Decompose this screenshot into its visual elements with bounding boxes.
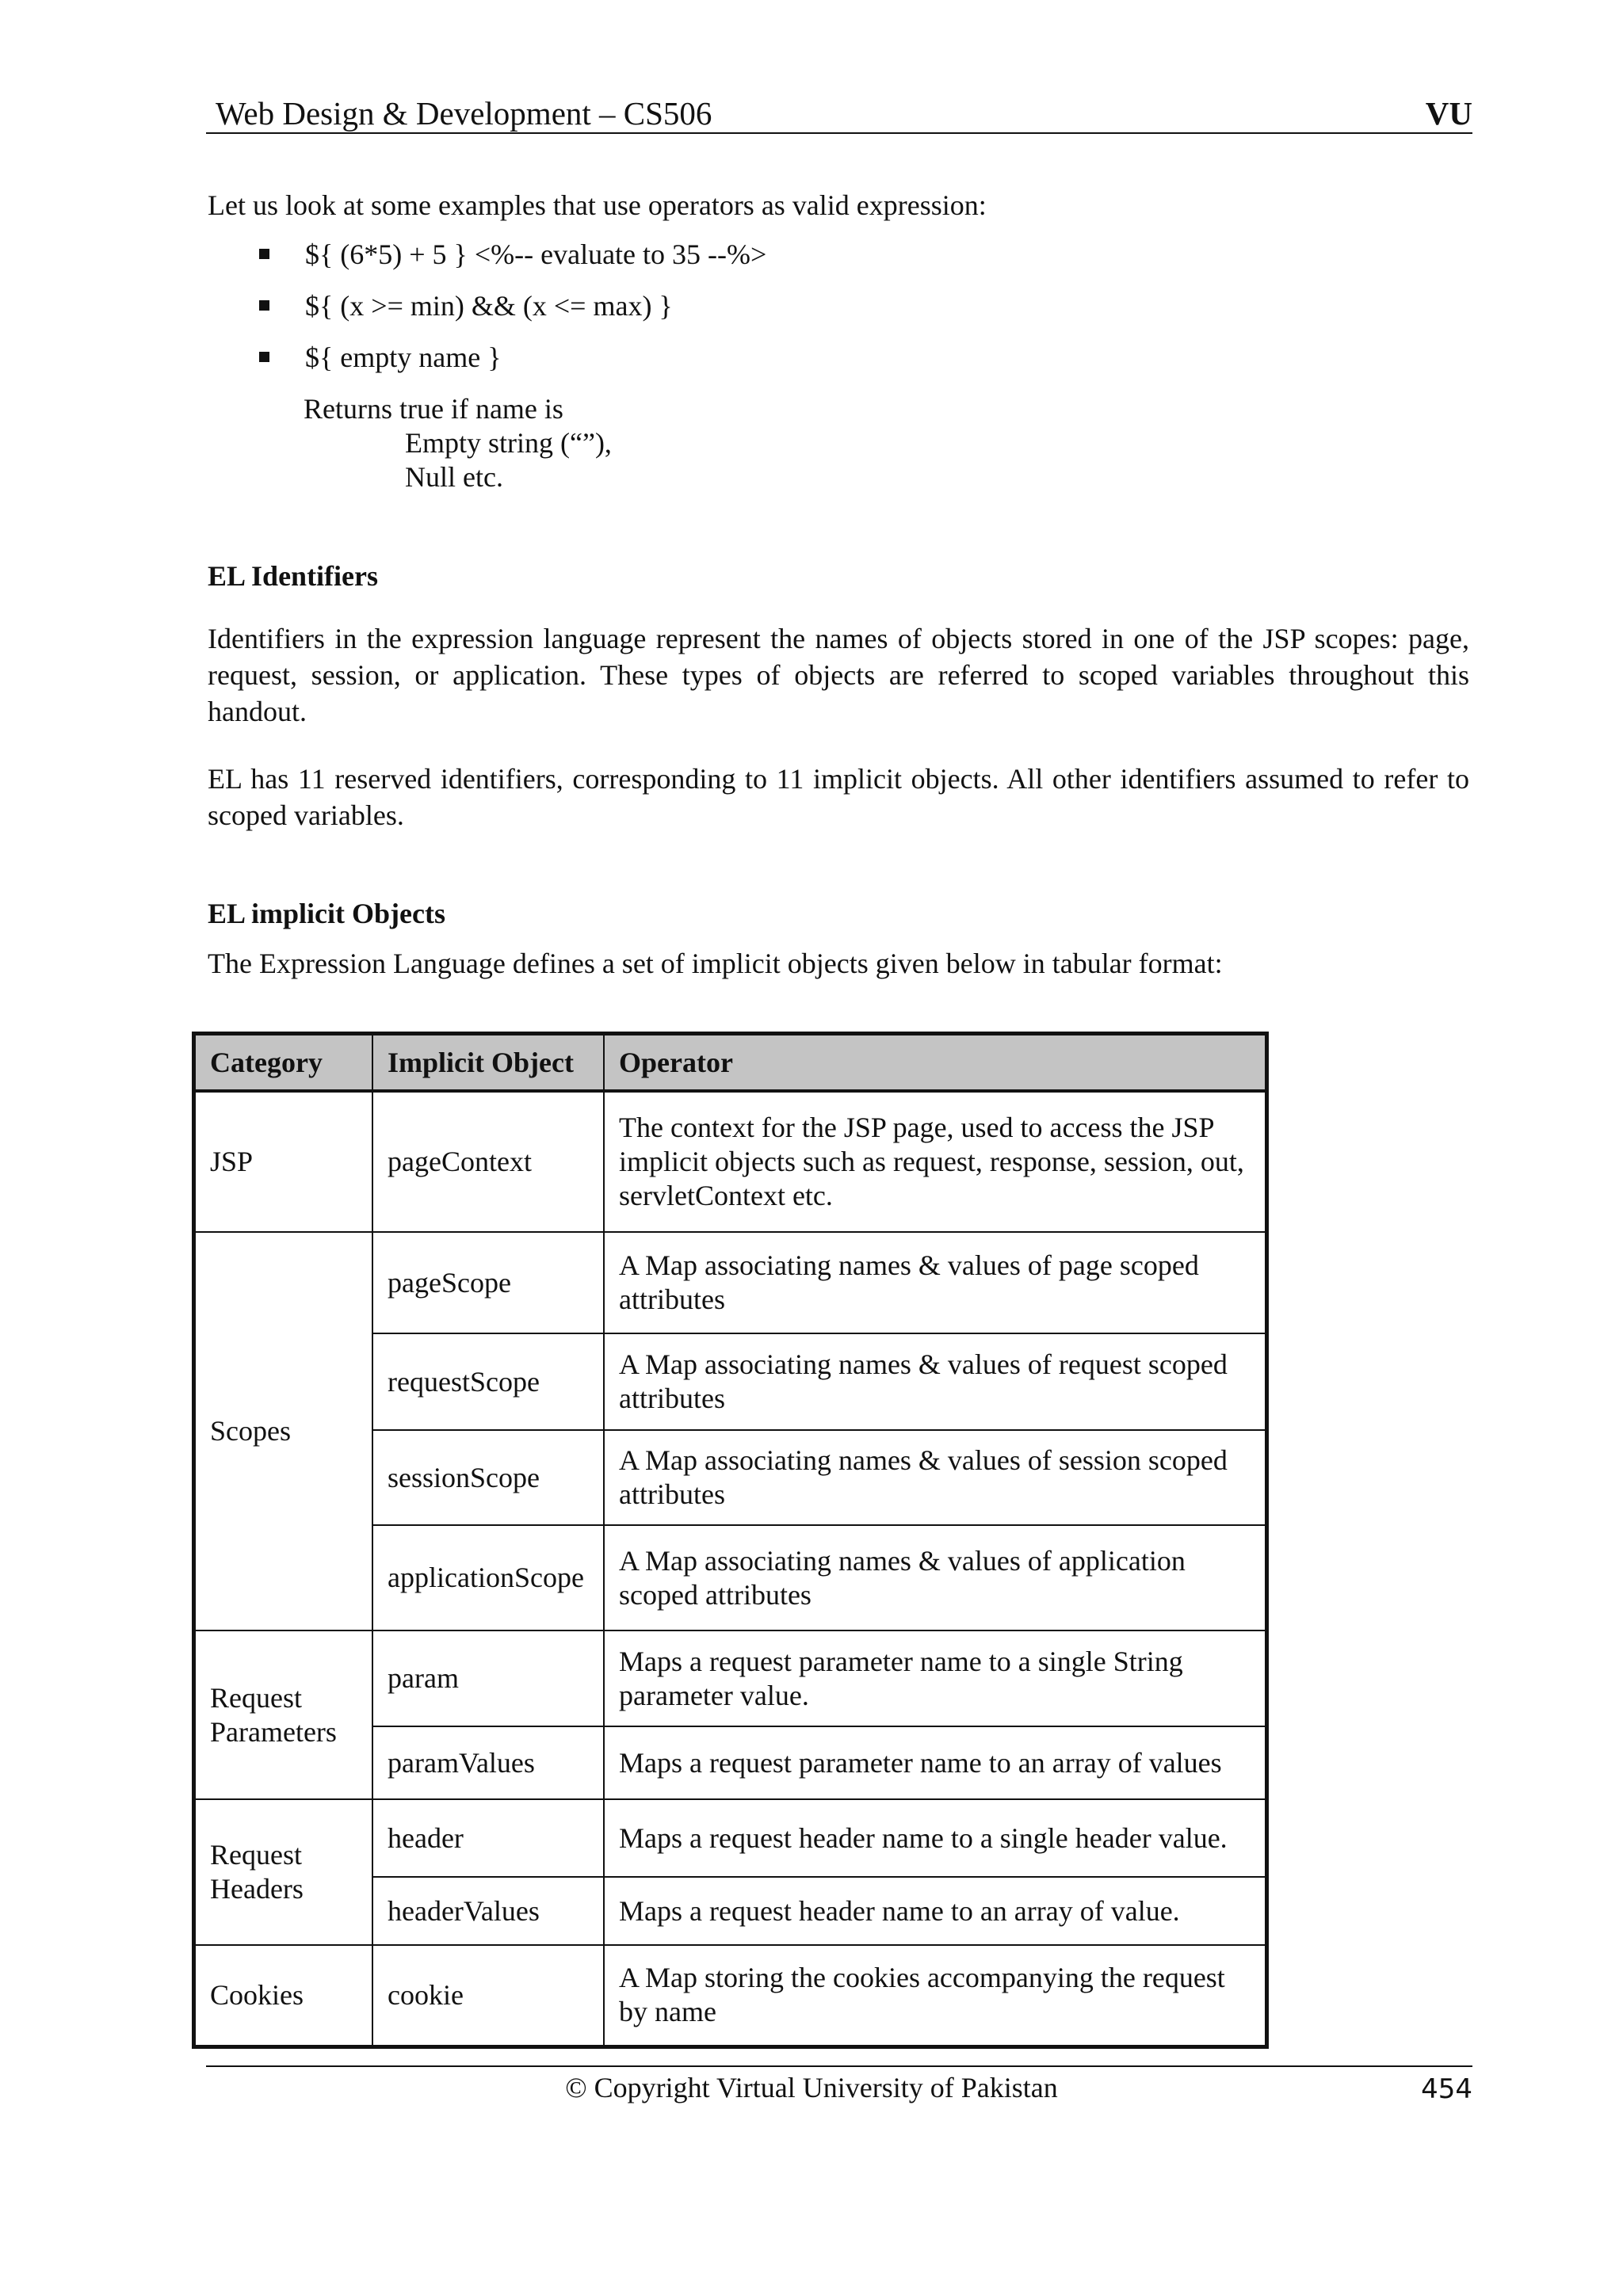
returns-block (304, 392, 612, 494)
table-header-row (194, 1034, 1267, 1092)
object-cell: pageScope (372, 1232, 604, 1333)
object-cell: headerValues (372, 1877, 604, 1945)
category-cell: Request Parameters (194, 1630, 373, 1799)
implicit-objects-table (192, 1032, 1269, 2049)
description-cell: A Map associating names & values of page scoped attributes (604, 1232, 1267, 1333)
bullet-square-icon (259, 249, 269, 259)
category-cell: JSP (194, 1091, 373, 1232)
bullet-item-3: ${ empty name } (305, 341, 502, 373)
page-number: 454 (1421, 2073, 1472, 2105)
returns-line-2: Empty string (“”), (405, 427, 612, 459)
identifiers-paragraph-1: Identifiers in the expression language represent the names of objects stored in one of the JSP scopes: page, request, session, or application. These types of objects are referred to scoped variables throughout this handout. (208, 623, 1469, 727)
description-cell: Maps a request parameter name to an array of values (604, 1726, 1267, 1799)
footer-rule (206, 2065, 1472, 2067)
header-implicit-object: Implicit Object (372, 1034, 604, 1092)
table-row (194, 1232, 1267, 1333)
description-cell: Maps a request header name to an array of value. (604, 1877, 1267, 1945)
table-row (194, 1091, 1267, 1232)
identifiers-paragraph-2: EL has 11 reserved identifiers, corresponding to 11 implicit objects. All other identifiers assumed to refer to scoped variables. (208, 763, 1469, 831)
footer-copyright: © Copyright Virtual University of Pakistan (565, 2072, 1058, 2103)
object-cell: param (372, 1630, 604, 1726)
object-cell: pageContext (372, 1091, 604, 1232)
description-cell: Maps a request parameter name to a single String parameter value. (604, 1630, 1267, 1726)
header-category: Category (194, 1034, 373, 1092)
table-row (194, 1799, 1267, 1877)
category-cell: Request Headers (194, 1799, 373, 1945)
header-operator: Operator (604, 1034, 1267, 1092)
object-cell: paramValues (372, 1726, 604, 1799)
object-cell: requestScope (372, 1333, 604, 1430)
description-cell: A Map associating names & values of application scoped attributes (604, 1525, 1267, 1630)
heading-el-implicit-objects: EL implicit Objects (208, 898, 445, 929)
object-cell: applicationScope (372, 1525, 604, 1630)
description-cell: A Map storing the cookies accompanying the request by name (604, 1945, 1267, 2046)
category-cell: Scopes (194, 1232, 373, 1630)
object-cell: cookie (372, 1945, 604, 2046)
object-cell: header (372, 1799, 604, 1877)
description-cell: A Map associating names & values of session scoped attributes (604, 1430, 1267, 1525)
header-title: Web Design & Development – CS506 (216, 95, 712, 132)
header-rule (206, 132, 1472, 134)
bullet-square-icon (259, 300, 269, 311)
returns-line-1: Returns true if name is (304, 393, 563, 425)
bullet-item-2: ${ (x >= min) && (x <= max) } (305, 290, 673, 322)
table-row (194, 1630, 1267, 1726)
description-cell: A Map associating names & values of request scoped attributes (604, 1333, 1267, 1430)
heading-el-identifiers: EL Identifiers (208, 560, 379, 592)
implicit-paragraph: The Expression Language defines a set of implicit objects given below in tabular format: (208, 948, 1223, 979)
description-cell: Maps a request header name to a single header value. (604, 1799, 1267, 1877)
table-row (194, 1945, 1267, 2046)
object-cell: sessionScope (372, 1430, 604, 1525)
bullet-square-icon (259, 352, 269, 362)
category-cell: Cookies (194, 1945, 373, 2046)
returns-line-3: Null etc. (405, 461, 503, 493)
header-vu-label: VU (1425, 95, 1472, 132)
intro-text: Let us look at some examples that use operators as valid expression: (208, 189, 987, 221)
bullet-item-1: ${ (6*5) + 5 } <%-- evaluate to 35 --%> (305, 238, 767, 270)
description-cell: The context for the JSP page, used to access the JSP implicit objects such as request, response, session, out, servletContext etc. (604, 1091, 1267, 1232)
